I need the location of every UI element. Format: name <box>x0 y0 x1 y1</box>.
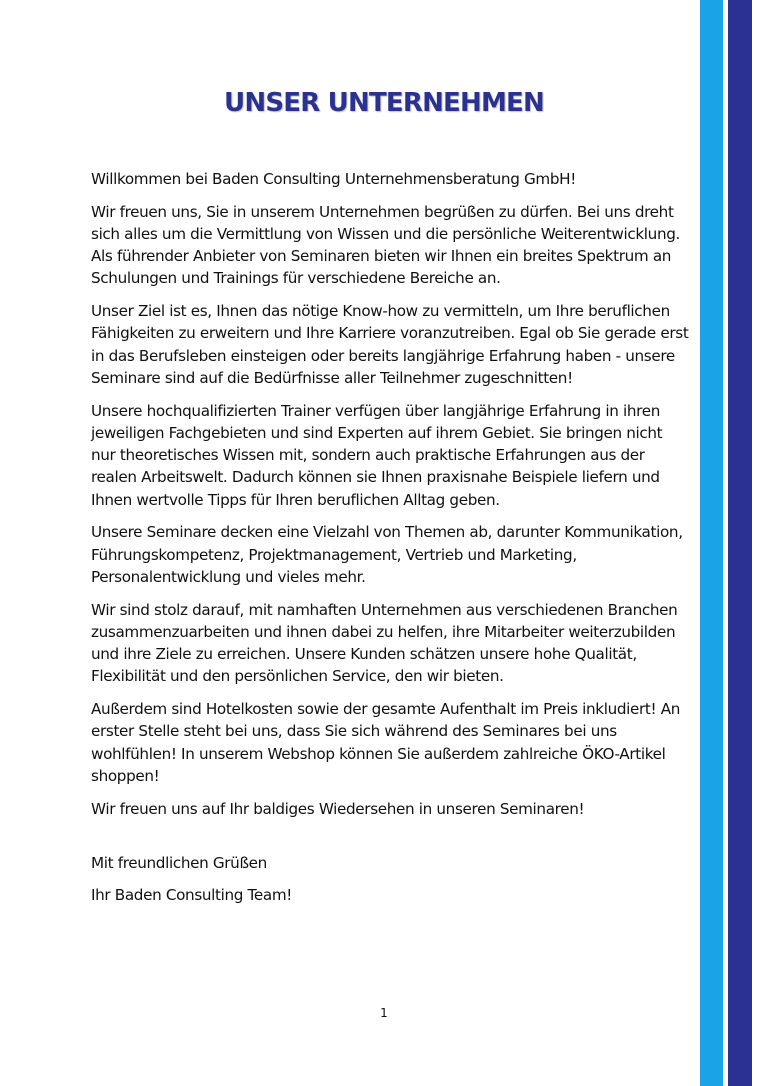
paragraph-partners: Wir sind stolz darauf, mit namhaften Unternehmen aus verschiedenen Branchen zusammenzuarbeiten und ihnen dabei zu helfen, ihre Mitarbeiter weiterzubilden und ihre Ziele zu erreichen. Unsere Kunden schätzen unsere hohe Qualität, Flexibilität und den persönlichen Service, den wir bieten. <box>91 600 678 686</box>
page-title: UNSER UNTERNEHMEN <box>224 88 544 118</box>
page-number: 1 <box>380 1006 388 1020</box>
paragraph-trainers: Unsere hochqualifizierten Trainer verfügen über langjährige Erfahrung in ihren jeweiligen Fachgebieten und sind Experten auf ihrem Gebiet. Sie bringen nicht nur theoretisches Wissen mit, sondern auch praktische Erfahrungen aus der realen Arbeitswelt. Dadurch können sie Ihnen praxisnahe Beispiele liefern und Ihnen wertvolle Tipps für Ihren beruflichen Alltag geben. <box>91 401 663 509</box>
paragraph-farewell: Wir freuen uns auf Ihr baldiges Wiedersehen in unseren Seminaren! <box>91 799 585 818</box>
paragraph-topics: Unsere Seminare decken eine Vielzahl von Themen ab, darunter Kommunikation, Führungskompetenz, Projektmanagement, Vertrieb und Marketing, Personalentwicklung und vieles mehr. <box>91 523 683 586</box>
body-text <box>91 168 691 917</box>
closing-line: Mit freundlichen Grüßen <box>91 853 267 872</box>
decorative-stripe-light <box>700 0 723 1086</box>
paragraph-welcome: Willkommen bei Baden Consulting Unternehmensberatung GmbH! <box>91 170 576 188</box>
decorative-stripe-dark <box>728 0 752 1086</box>
paragraph-goal: Unser Ziel ist es, Ihnen das nötige Know-how zu vermitteln, um Ihre beruflichen Fähigkeiten zu erweitern und Ihre Karriere voranzutreiben. Egal ob Sie gerade erst in das Berufsleben einsteigen oder bereits langjährige Erfahrung haben - unsere Seminare sind auf die Bedürfnisse aller Teilnehmer zugeschnitten! <box>91 302 689 387</box>
paragraph-hotel: Außerdem sind Hotelkosten sowie der gesamte Aufenthalt im Preis inkludiert! An erster Stelle steht bei uns, dass Sie sich während des Seminares bei uns wohlfühlen! In unserem Webshop können Sie außerdem zahlreiche ÖKO-Artikel shoppen! <box>91 700 681 785</box>
paragraph-intro: Wir freuen uns, Sie in unserem Unternehmen begrüßen zu dürfen. Bei uns dreht sich alles um die Vermittlung von Wissen und die persönliche Weiterentwicklung. Als führender Anbieter von Seminaren bieten wir Ihnen ein breites Spektrum an Schulungen und Trainings für verschiedene Bereiche an. <box>91 202 680 288</box>
signature-line: Ihr Baden Consulting Team! <box>91 886 293 905</box>
